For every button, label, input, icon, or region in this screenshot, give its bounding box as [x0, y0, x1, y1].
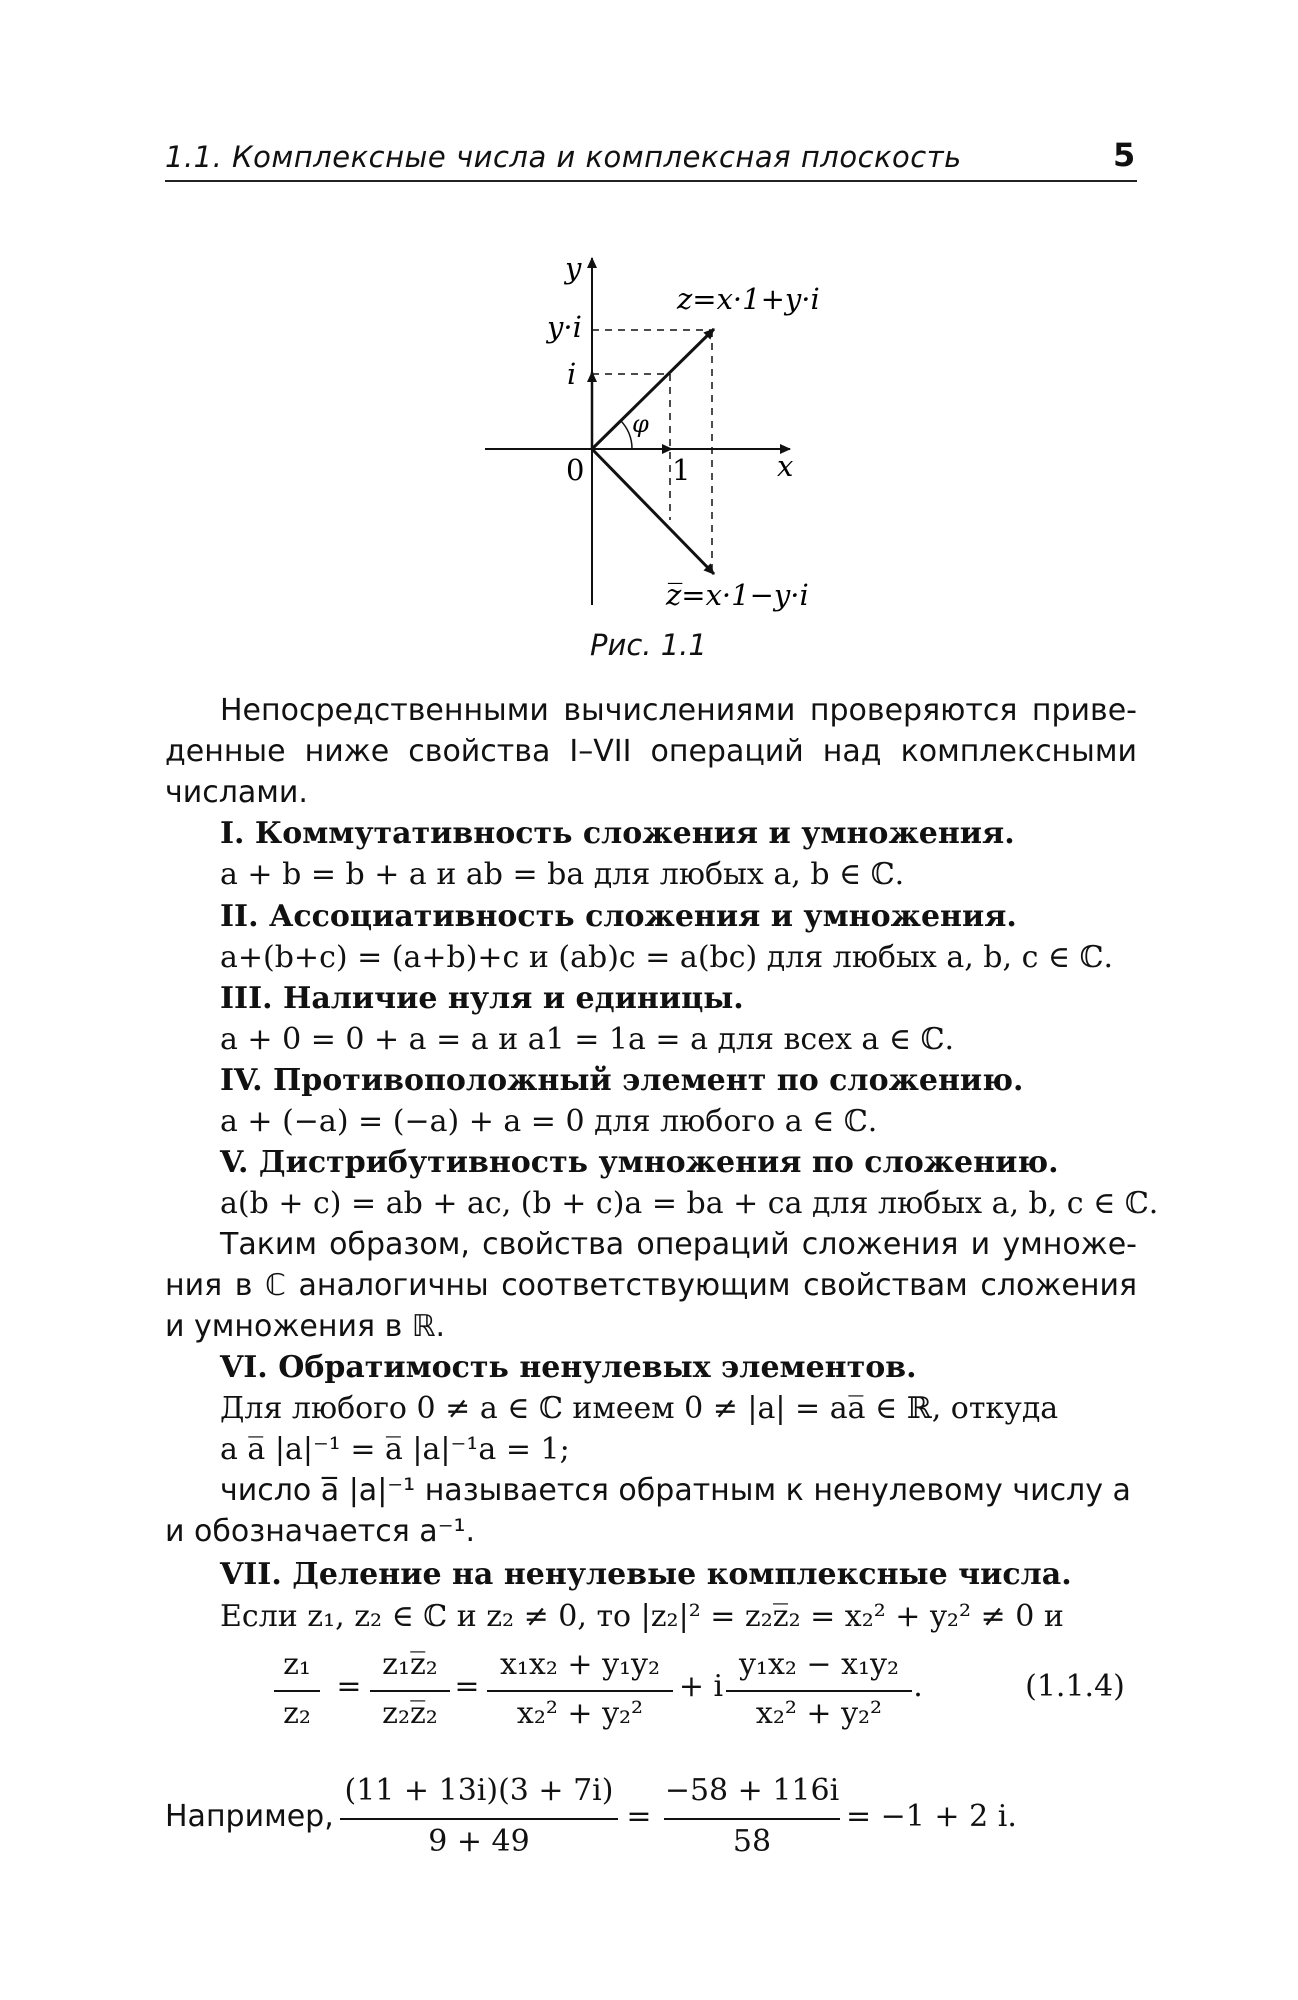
eq-sign-2: = — [454, 1669, 480, 1704]
f4-numerator: y₁x₂ − x₁y₂ — [738, 1647, 900, 1682]
formula-period: . — [913, 1669, 923, 1704]
label-one: 1 — [672, 453, 691, 487]
f4-bar — [726, 1690, 912, 1692]
eq-sign-1: = — [336, 1669, 362, 1704]
intro-line-2: денные ниже свойства I–VII операций над комплексными — [165, 734, 1137, 769]
f3-bar — [487, 1690, 673, 1692]
label-yi: y·i — [547, 310, 582, 344]
label-zbar: z̅=x·1−y·i — [666, 578, 809, 612]
f2-bar — [370, 1690, 450, 1692]
ex-f2-denominator: 58 — [732, 1824, 772, 1859]
property-5-text: a(b + c) = ab + ac, (b + c)a = ba + ca для любых a, b, c ∈ ℂ. — [220, 1186, 1159, 1221]
z-vector — [592, 329, 714, 449]
property-7-line-1: Если z₁, z₂ ∈ ℂ и z₂ ≠ 0, то |z₂|² = z₂z̅₂ = x₂² + y₂² ≠ 0 и — [220, 1599, 1064, 1634]
ex-eq-sign: = — [626, 1799, 652, 1834]
label-z: z=x·1+y·i — [677, 282, 820, 316]
label-i: i — [567, 357, 577, 391]
f3-numerator: x₁x₂ + y₁y₂ — [499, 1647, 661, 1682]
f2-denominator: z₂z̅₂ — [382, 1696, 438, 1731]
property-4-text: a + (−a) = (−a) + a = 0 для любого a ∈ ℂ. — [220, 1104, 878, 1139]
page-number: 5 — [1113, 136, 1136, 174]
property-4-title: IV. Противоположный элемент по сложению. — [220, 1063, 1024, 1098]
equation-number: (1.1.4) — [1025, 1669, 1125, 1704]
term-inverse: обратным — [618, 1473, 777, 1508]
complex-plane-figure — [0, 0, 1298, 700]
label-phi: φ — [632, 410, 649, 438]
f1-denominator: z₂ — [283, 1696, 311, 1731]
f2-numerator: z₁z̅₂ — [382, 1647, 438, 1682]
property-5-title: V. Дистрибутивность умножения по сложению. — [220, 1145, 1059, 1180]
property-6-line-1: Для любого 0 ≠ a ∈ ℂ имеем 0 ≠ |a| = aa̅ ∈ ℝ, откуда — [220, 1391, 1059, 1426]
property-2-title: II. Ассоциативность сложения и умножения. — [220, 899, 1017, 934]
property-1-title: I. Коммутативность сложения и умножения. — [220, 816, 1015, 851]
zbar-vector — [592, 449, 714, 574]
label-x-axis: x — [777, 449, 794, 483]
plus-i: + i — [678, 1669, 724, 1704]
property-6-line-3-b: к ненулевому числу a — [776, 1473, 1131, 1508]
property-3-title: III. Наличие нуля и единицы. — [220, 981, 744, 1016]
property-3-text: a + 0 = 0 + a = a и a1 = 1a = a для всех a ∈ ℂ. — [220, 1022, 954, 1057]
f1-numerator: z₁ — [283, 1647, 311, 1682]
label-y-axis: y — [565, 251, 582, 285]
summary-line-1: Таким образом, свойства операций сложения и умноже- — [220, 1227, 1137, 1262]
property-6-line-3-a: число a̅ |a|⁻¹ называется — [220, 1473, 619, 1508]
ex-result: = −1 + 2 i. — [846, 1799, 1017, 1834]
property-6-line-3 — [220, 1470, 1137, 1511]
example-label: Например, — [165, 1799, 334, 1834]
property-2-text: a+(b+c) = (a+b)+c и (ab)c = a(bc) для любых a, b, c ∈ ℂ. — [220, 940, 1114, 975]
property-6-title: VI. Обратимость ненулевых элементов. — [220, 1350, 917, 1385]
property-6-line-2: a a̅ |a|⁻¹ = a̅ |a|⁻¹a = 1; — [220, 1432, 570, 1467]
ex-f1-bar — [340, 1818, 618, 1820]
summary-line-2: ния в ℂ аналогичны соответствующим свойствам сложения — [165, 1268, 1137, 1303]
ex-f2-numerator: −58 + 116i — [664, 1773, 840, 1808]
ex-f1-numerator: (11 + 13i)(3 + 7i) — [344, 1773, 614, 1808]
intro-line-1: Непосредственными вычислениями проверяются приве- — [220, 693, 1137, 728]
summary-line-3: и умножения в ℝ. — [165, 1309, 446, 1344]
ex-f2-bar — [664, 1818, 840, 1820]
figure-caption: Рис. 1.1 — [590, 628, 707, 662]
property-1-text: a + b = b + a и ab = ba для любых a, b ∈ ℂ. — [220, 857, 905, 892]
phi-arc — [620, 420, 632, 449]
f1-bar — [274, 1690, 320, 1692]
f3-denominator: x₂² + y₂² — [516, 1696, 644, 1731]
intro-line-3: числами. — [165, 775, 308, 810]
f4-denominator: x₂² + y₂² — [755, 1696, 883, 1731]
label-origin: 0 — [566, 453, 585, 487]
property-6-line-4: и обозначается a⁻¹. — [165, 1514, 476, 1549]
running-title: 1.1. Комплексные числа и комплексная плоскость — [165, 140, 962, 174]
ex-f1-denominator: 9 + 49 — [428, 1824, 530, 1859]
property-7-title: VII. Деление на ненулевые комплексные числа. — [220, 1557, 1072, 1592]
